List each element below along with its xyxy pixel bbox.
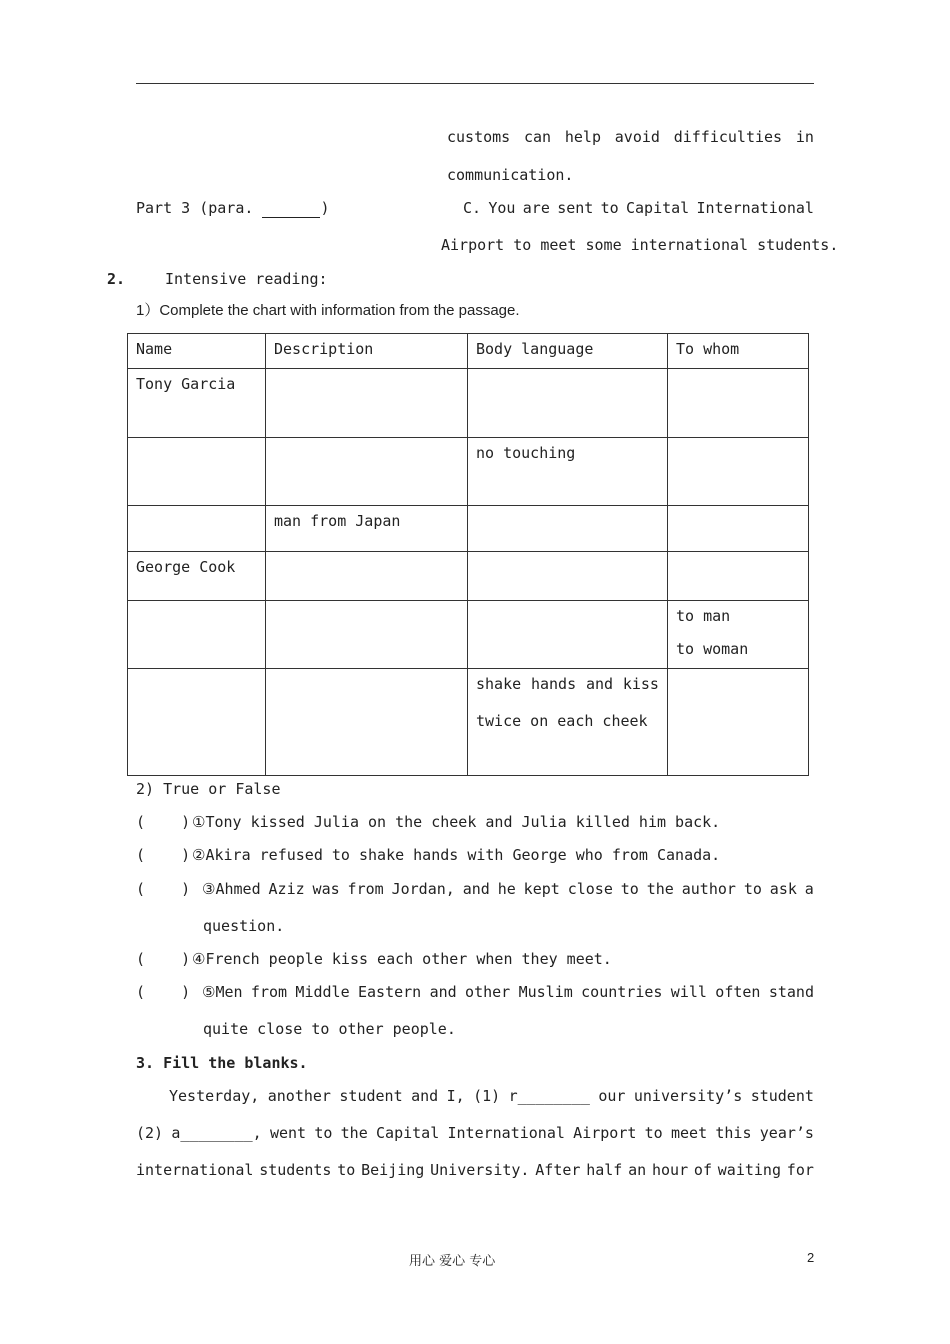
word: kept — [523, 880, 560, 898]
word: help — [564, 128, 601, 146]
word: the — [646, 880, 674, 898]
word: Yesterday, — [169, 1087, 260, 1105]
word: and — [585, 675, 614, 693]
chart-cell — [266, 601, 468, 669]
fill-blanks-title: 3. Fill the blanks. — [136, 1054, 308, 1072]
word: author — [681, 880, 736, 898]
tf-statement: ②Akira refused to shake hands with George who from Canada. — [192, 846, 721, 864]
word: University. — [430, 1161, 530, 1179]
word: close — [567, 880, 613, 898]
chart-row — [128, 669, 809, 776]
section2-number: 2. — [107, 270, 126, 288]
word: year’s — [759, 1124, 814, 1142]
tf-statement-continued: question. — [203, 917, 285, 935]
word: for — [786, 1161, 814, 1179]
chart-row — [128, 552, 809, 601]
word: ask — [769, 880, 797, 898]
footer-motto: 用心 爱心 专心 — [409, 1254, 496, 1269]
header-rule — [136, 83, 814, 84]
word: stand — [768, 983, 814, 1001]
chart-cell-text: to woman — [676, 640, 749, 658]
part3-para-blank[interactable] — [262, 199, 320, 218]
word: students — [259, 1161, 332, 1179]
word: student — [339, 1087, 403, 1105]
word: r________ — [508, 1087, 590, 1105]
word: shake — [476, 675, 522, 693]
chart-header-row — [128, 334, 809, 369]
chart-cell-text: man from Japan — [274, 512, 401, 530]
word: Eastern — [357, 983, 422, 1001]
chart-row — [128, 369, 809, 438]
chart-cell — [128, 601, 266, 669]
chart-cell — [668, 601, 809, 669]
chart-cell — [468, 601, 668, 669]
chart-cell-text: twice on each cheek — [476, 712, 648, 730]
chart-cell — [668, 669, 809, 776]
word: countries — [581, 983, 663, 1001]
word: ⑤Men — [202, 983, 243, 1001]
word: difficulties — [673, 128, 783, 146]
word: from — [250, 983, 288, 1001]
word: customs — [447, 128, 511, 146]
tf-answer-paren[interactable]: ( ) — [136, 983, 191, 1001]
word: went — [269, 1124, 307, 1142]
chart-cell-text: no touching — [476, 444, 576, 462]
tf-statement: ④French people kiss each other when they meet. — [192, 950, 612, 968]
part3-close-paren: ) — [320, 199, 330, 217]
word: Airport — [573, 1124, 637, 1142]
word: (1) — [473, 1087, 501, 1105]
word: university’s — [633, 1087, 743, 1105]
chart-cell — [468, 369, 668, 438]
tf-item — [136, 813, 814, 831]
info-chart — [127, 333, 809, 776]
top-text-line-2: communication. — [447, 166, 574, 184]
chart-header-cell: Body language — [468, 334, 668, 369]
word: international — [136, 1161, 254, 1179]
word: half — [586, 1161, 623, 1179]
word: to — [314, 1124, 333, 1142]
word: a — [804, 880, 814, 898]
chart-header-cell: Name — [128, 334, 266, 369]
chart-cell — [468, 552, 668, 601]
chart-cell — [266, 506, 468, 552]
chart-cell — [668, 552, 809, 601]
word: can — [524, 128, 552, 146]
word: to — [620, 880, 639, 898]
word: to — [743, 880, 762, 898]
part3-label-text: Part 3 (para. — [136, 199, 254, 217]
word: Beijing — [361, 1161, 425, 1179]
word: and — [411, 1087, 439, 1105]
chart-cell-text: to man — [676, 607, 731, 625]
word: ③Ahmed — [202, 880, 261, 898]
word: C. — [463, 199, 482, 217]
word: to — [337, 1161, 356, 1179]
word: this — [715, 1124, 752, 1142]
word: the — [340, 1124, 368, 1142]
chart-header-cell: To whom — [668, 334, 809, 369]
tf-answer-paren[interactable]: ( ) — [136, 880, 191, 898]
chart-header-cell: Description — [266, 334, 468, 369]
word: You — [488, 199, 516, 217]
word: our — [598, 1087, 626, 1105]
word: student — [750, 1087, 814, 1105]
tf-answer-paren[interactable]: ( ) — [136, 846, 191, 864]
chart-cell — [266, 552, 468, 601]
part3-label — [136, 199, 329, 218]
fill-text-line-2 — [136, 1124, 814, 1142]
word: kiss — [622, 675, 659, 693]
word: he — [497, 880, 516, 898]
chart-cell — [468, 669, 668, 776]
word: Capital — [626, 199, 690, 217]
option-c-line-2: Airport to meet some international students. — [441, 236, 839, 254]
word: will — [670, 983, 707, 1001]
page-number: 2 — [807, 1250, 815, 1265]
word: of — [693, 1161, 712, 1179]
tf-statement — [202, 880, 814, 898]
word: and — [462, 880, 490, 898]
tf-item — [136, 950, 814, 968]
word: Middle — [295, 983, 350, 1001]
fill-text-line-3 — [136, 1161, 814, 1179]
tf-statement-continued: quite close to other people. — [203, 1020, 456, 1038]
chart-row — [128, 506, 809, 552]
word: often — [715, 983, 761, 1001]
tf-item — [136, 983, 814, 1001]
tf-answer-paren[interactable]: ( ) — [136, 950, 191, 968]
chart-cell — [128, 438, 266, 506]
word: in — [795, 128, 814, 146]
chart-cell — [668, 438, 809, 506]
word: are — [522, 199, 550, 217]
chart-row — [128, 601, 809, 669]
option-c-line-1 — [463, 199, 814, 217]
word: Muslim — [518, 983, 573, 1001]
chart-cell-text: Tony Garcia — [136, 375, 236, 393]
tf-item — [136, 846, 814, 864]
tf-item — [136, 880, 814, 898]
word: meet — [670, 1124, 708, 1142]
top-text-line-1 — [447, 128, 814, 146]
word: International — [447, 1124, 565, 1142]
true-false-title: 2) True or False — [136, 780, 281, 798]
chart-cell-text: George Cook — [136, 558, 236, 576]
word: (2) — [136, 1124, 164, 1142]
chart-row — [128, 438, 809, 506]
chart-cell — [668, 506, 809, 552]
section2-title: Intensive reading: — [165, 270, 328, 288]
word: After — [535, 1161, 581, 1179]
word: other — [465, 983, 511, 1001]
chart-cell — [128, 552, 266, 601]
word: I, — [446, 1087, 465, 1105]
word: waiting — [717, 1161, 781, 1179]
chart-cell — [128, 369, 266, 438]
tf-answer-paren[interactable]: ( ) — [136, 813, 191, 831]
word: sent — [557, 199, 594, 217]
word: Capital — [376, 1124, 440, 1142]
chart-cell — [266, 669, 468, 776]
word: Aziz — [268, 880, 305, 898]
chart-cell — [468, 438, 668, 506]
word: avoid — [614, 128, 660, 146]
word: was — [312, 880, 340, 898]
word: hands — [530, 675, 577, 693]
fill-text-line-1 — [169, 1087, 814, 1105]
word: hour — [652, 1161, 689, 1179]
word: an — [628, 1161, 647, 1179]
word: and — [429, 983, 457, 1001]
chart-cell — [266, 369, 468, 438]
tf-statement — [202, 983, 814, 1001]
word: from — [347, 880, 384, 898]
chart-cell-text — [476, 675, 659, 693]
chart-cell — [128, 669, 266, 776]
tf-statement: ①Tony kissed Julia on the cheek and Julia killed him back. — [192, 813, 721, 831]
word: to — [600, 199, 619, 217]
word: another — [267, 1087, 331, 1105]
chart-cell — [266, 438, 468, 506]
chart-cell — [468, 506, 668, 552]
chart-cell — [668, 369, 809, 438]
word: International — [696, 199, 814, 217]
chart-cell — [128, 506, 266, 552]
chart-instruction: 1）Complete the chart with information from the passage. — [136, 302, 520, 319]
word: to — [644, 1124, 663, 1142]
word: a________, — [171, 1124, 262, 1142]
word: Jordan, — [391, 880, 455, 898]
